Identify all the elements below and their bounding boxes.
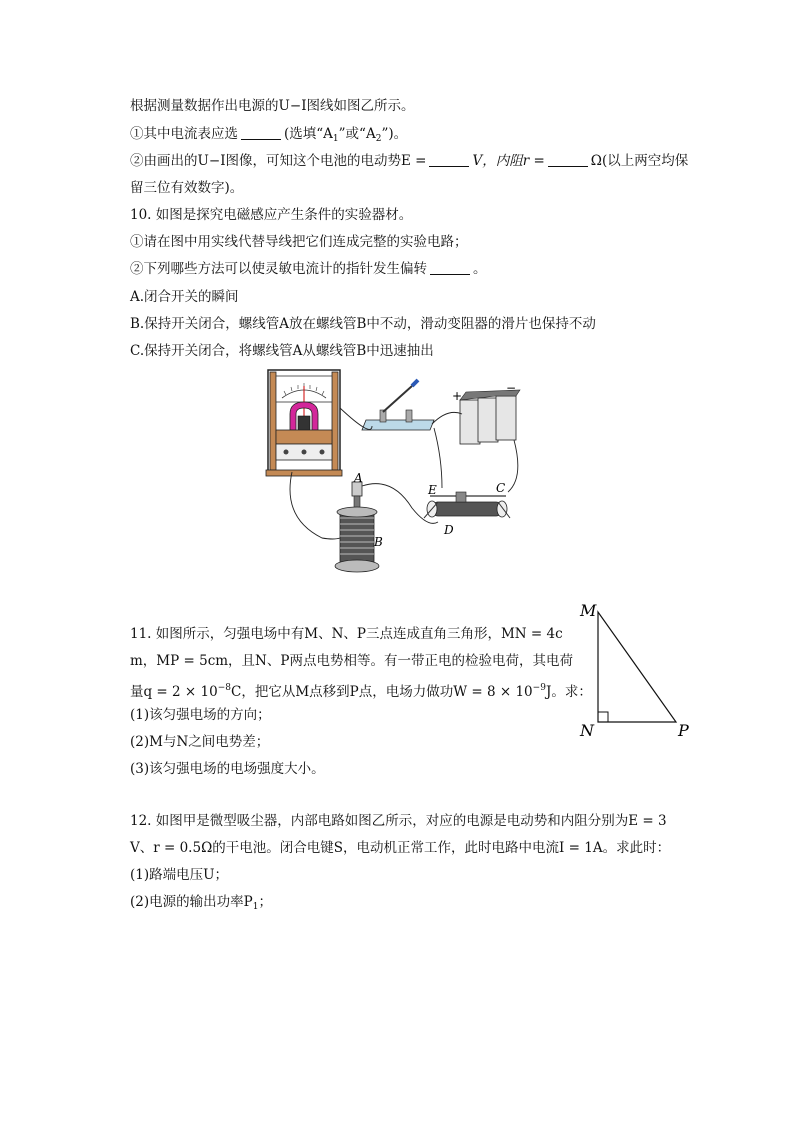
answer-blank-methods[interactable] (430, 261, 470, 275)
q12-line3: (1)路端电压U； (130, 867, 229, 883)
terminal-c-label: C (496, 481, 506, 495)
q9-line3-text-c: Ω(以上两空均保 (590, 153, 689, 169)
q9-line3-text-b: V，内阻r = (472, 153, 545, 169)
q10-line3-text-b: 。 (473, 261, 487, 277)
terminal-e-label: E (428, 483, 437, 497)
q10-line1: 10. 如图是探究电磁感应产生条件的实验器材。 (130, 207, 413, 223)
q11-line3-text-c: J。求： (545, 684, 592, 700)
q9-line2 (130, 125, 407, 148)
q11-line2: m，MP = 5cm，且N、P两点电势相等。有一带正电的检验电荷，其电荷 (130, 653, 573, 669)
q9-line2-text-c: ”或“A (338, 126, 376, 142)
subscript: 1 (252, 902, 259, 912)
q11-line3-text: 量q = 2 × 10 (130, 684, 218, 700)
minus-terminal-label: − (506, 381, 517, 395)
q9-line4: 留三位有效数字)。 (130, 180, 244, 196)
q11-line3 (130, 679, 592, 701)
q11-line1: 11. 如图所示，匀强电场中有M、N、P三点连成直角三角形，MN = 4c (130, 626, 563, 642)
q11-line4: (1)该匀强电场的方向； (130, 707, 271, 723)
q10-line3 (130, 260, 487, 278)
sliding-rheostat (424, 481, 510, 537)
q10-option-b: B.保持开关闭合，螺线管A放在螺线管B中不动，滑动变阻器的滑片也保持不动 (130, 316, 596, 332)
q10-line3-text: ②下列哪些方法可以使灵敏电流计的指针发生偏转 (130, 261, 427, 277)
q11-line6: (3)该匀强电场的电场强度大小。 (130, 761, 325, 777)
plus-terminal-label: + (452, 389, 463, 403)
terminal-d-label: D (444, 523, 454, 537)
point-m-label: M (580, 601, 597, 620)
electromagnetic-induction-apparatus-figure (262, 368, 532, 578)
right-angle-mark (598, 712, 608, 722)
triangle-outline (598, 612, 676, 722)
q9-line2-text-d: ”)。 (381, 126, 408, 142)
q11-line5: (2)M与N之间电势差； (130, 734, 270, 750)
solenoid-b-label: B (374, 535, 383, 549)
answer-blank-emf[interactable] (429, 153, 469, 167)
q9-line3 (130, 152, 688, 170)
q12-line1: 12. 如图甲是微型吸尘器，内部电路如图乙所示，对应的电源是电动势和内阻分别为E = 3 (130, 813, 667, 829)
battery-pack (452, 381, 520, 444)
q10-option-a: A.闭合开关的瞬间 (130, 289, 239, 305)
knife-switch (362, 380, 434, 430)
solenoid-assembly (335, 471, 383, 572)
q12-line4-text: (2)电源的输出功率P (130, 894, 253, 910)
right-triangle-mnp-figure (576, 598, 706, 748)
point-n-label: N (580, 721, 594, 740)
subscript: 1 (332, 134, 339, 144)
q9-line2-text-b: (选填“A (284, 126, 333, 142)
q12-line2: V、r = 0.5Ω的干电池。闭合电键S，电动机正常工作，此时电路中电流I = 1A。求此时： (130, 840, 671, 856)
q10-option-c: C.保持开关闭合，将螺线管A从螺线管B中迅速抽出 (130, 343, 434, 359)
q10-line2: ①请在图中用实线代替导线把它们连成完整的实验电路； (130, 234, 468, 250)
q9-line3-text: ②由画出的U−I图像，可知这个电池的电动势E = (130, 153, 427, 169)
galvanometer (266, 370, 342, 476)
q12-line4 (130, 893, 272, 916)
answer-blank-ammeter[interactable] (241, 126, 281, 140)
q11-line3-text-b: C，把它从M点移到P点，电场力做功W = 8 × 10 (230, 684, 533, 700)
superscript: −9 (532, 683, 546, 693)
q12-line4-text-b: ； (258, 894, 272, 910)
superscript: −8 (217, 683, 231, 693)
q9-line1: 根据测量数据作出电源的U−I图线如图乙所示。 (130, 98, 415, 114)
point-p-label: P (678, 721, 689, 740)
q9-line2-text: ①其中电流表应选 (130, 126, 238, 142)
subscript: 2 (375, 134, 382, 144)
solenoid-a-label: A (354, 471, 363, 485)
answer-blank-resistance[interactable] (548, 153, 588, 167)
